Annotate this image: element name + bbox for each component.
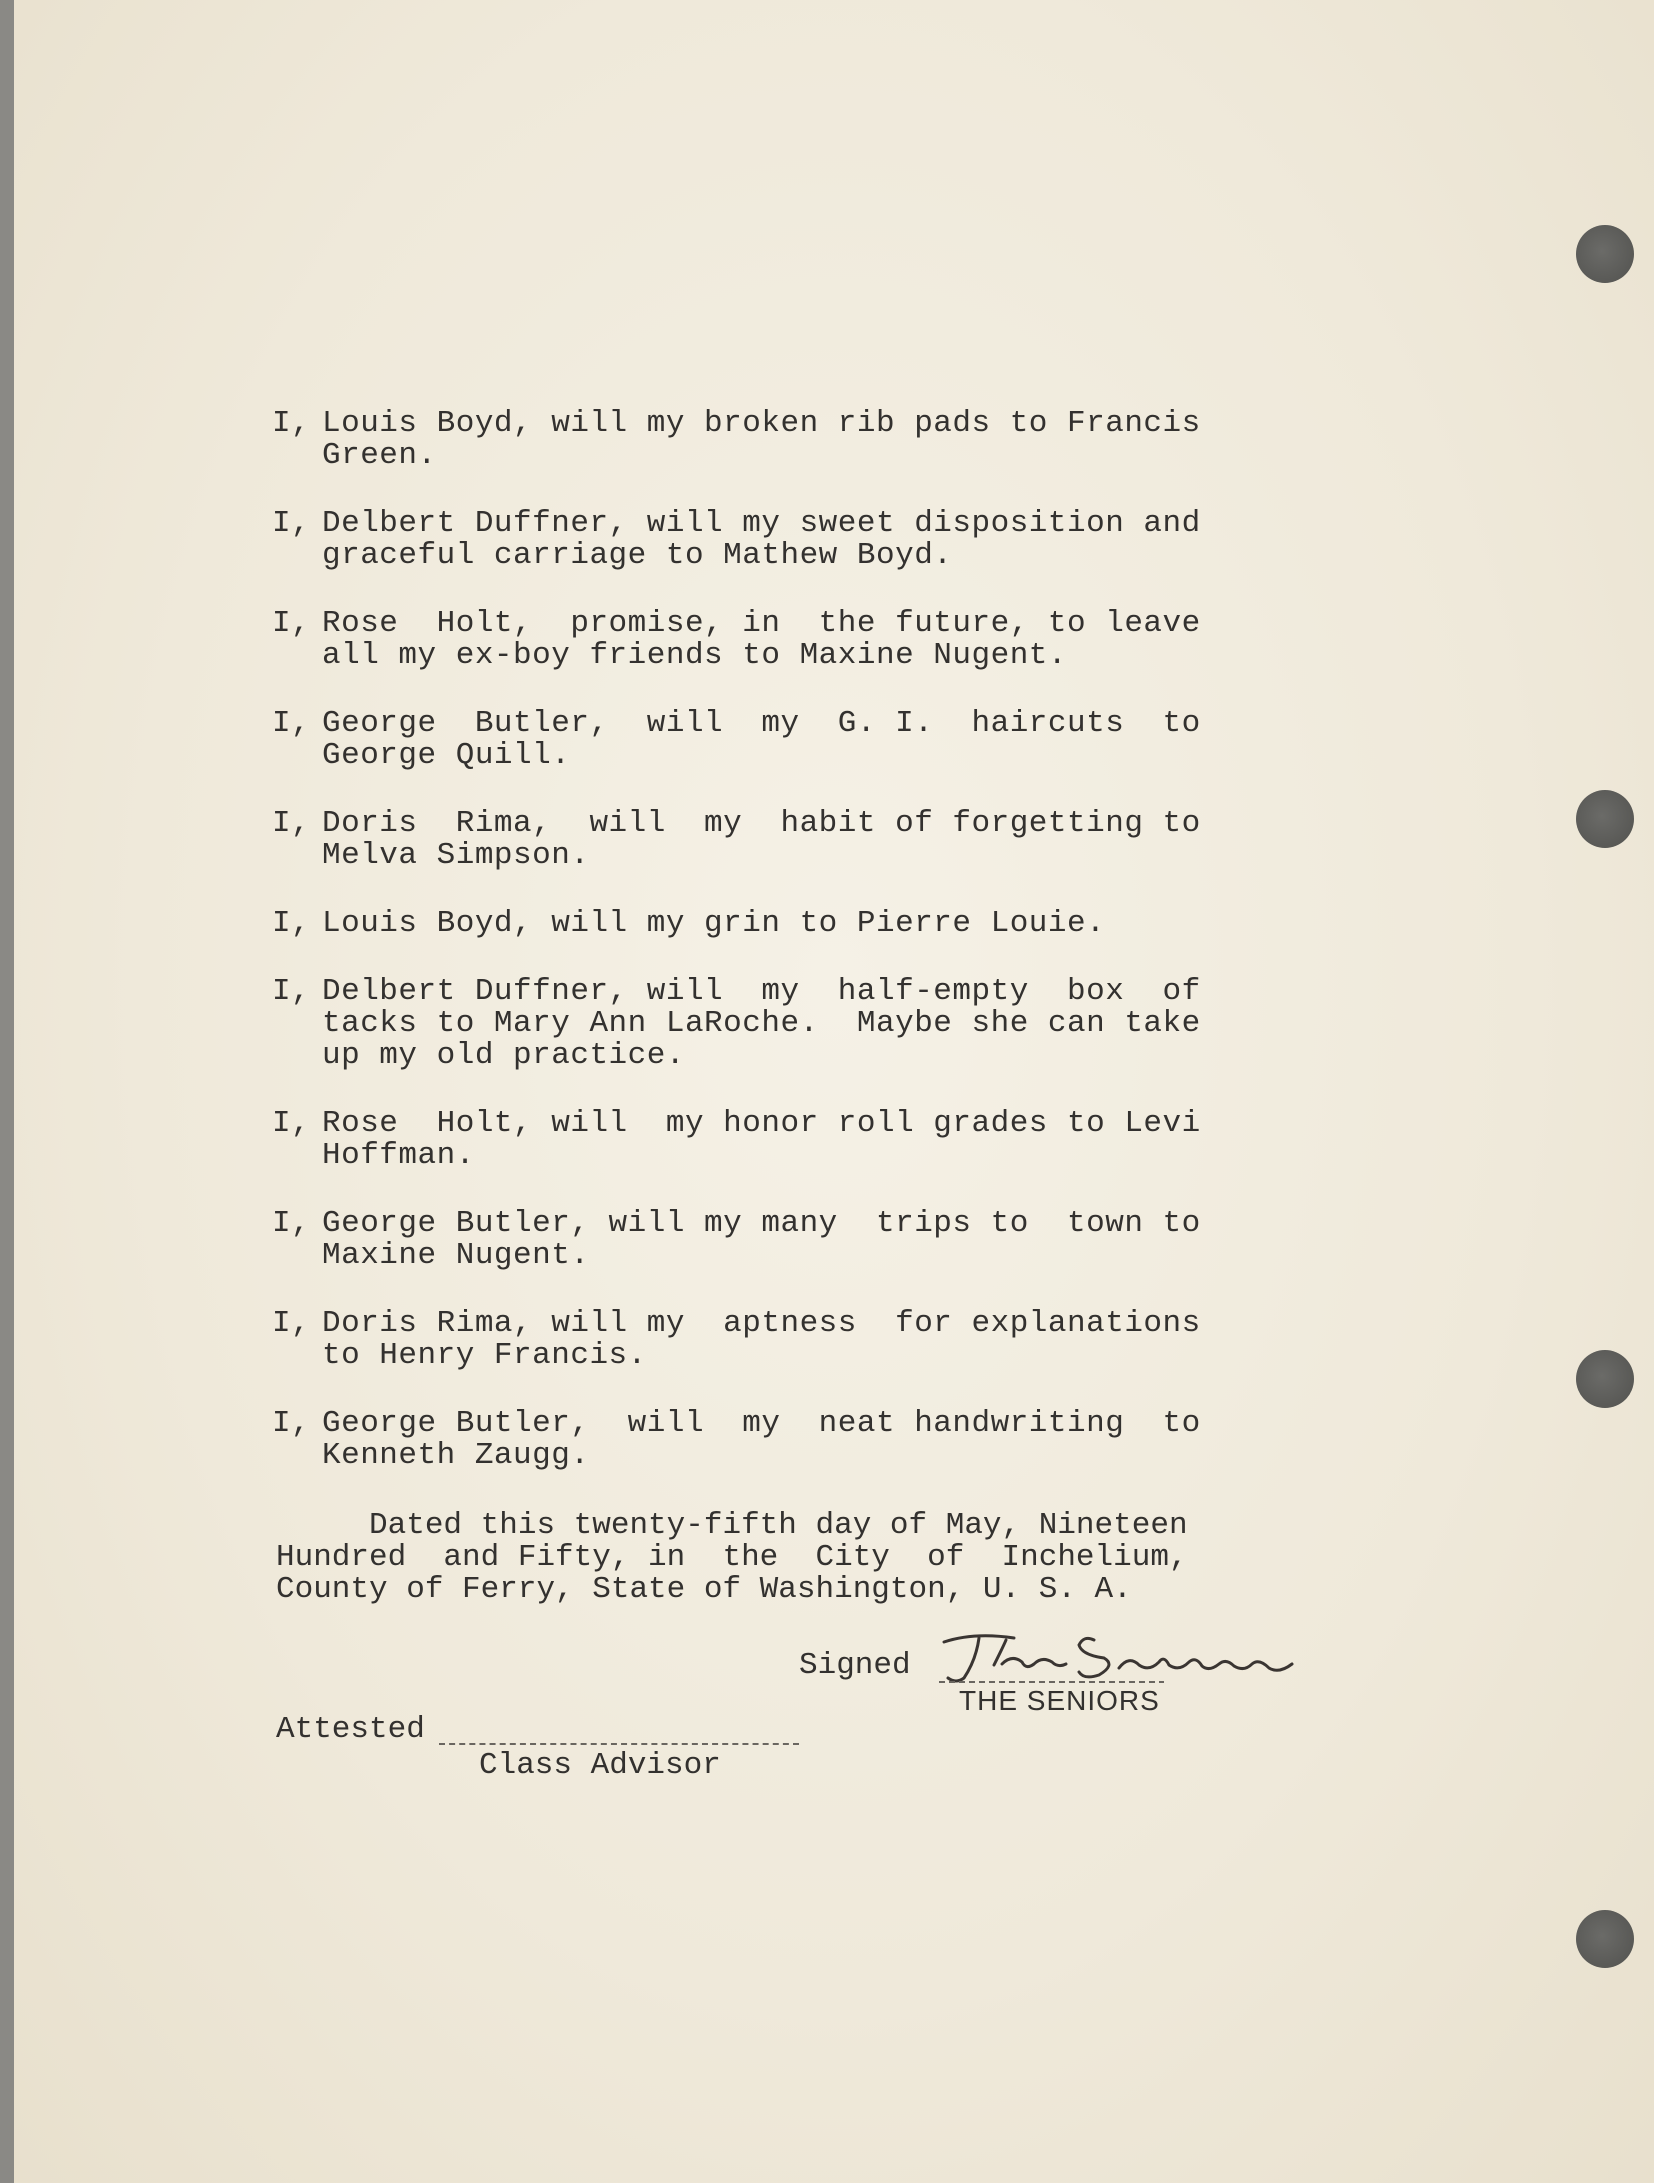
entry-lead: I, <box>272 806 311 841</box>
binder-hole <box>1576 1350 1634 1408</box>
attested-label: Attested <box>276 1712 425 1747</box>
entry-text: George Butler, will my many trips to town to Maxine Nugent. <box>322 1206 1201 1273</box>
entry-text: Doris Rima, will my habit of forgetting to Melva Simpson. <box>322 806 1201 873</box>
entry-lead: I, <box>272 1206 311 1241</box>
will-entry <box>272 808 1272 872</box>
entry-lead: I, <box>272 606 311 641</box>
entry-text: Delbert Duffner, will my half-empty box of tacks to Mary Ann LaRoche. Maybe she can take up my old practice. <box>322 974 1201 1073</box>
entry-lead: I, <box>272 406 311 441</box>
document-page <box>14 0 1654 2183</box>
dated-paragraph: Dated this twenty-fifth day of May, Nineteen Hundred and Fifty, in the City of Inchelium, County of Ferry, State of Washington, U. S. A. <box>276 1508 1188 1607</box>
entry-text: Rose Holt, promise, in the future, to leave all my ex-boy friends to Maxine Nugent. <box>322 606 1201 673</box>
entry-text: George Butler, will my neat handwriting to Kenneth Zaugg. <box>322 1406 1201 1473</box>
entry-lead: I, <box>272 506 311 541</box>
will-entry <box>272 708 1272 772</box>
entry-lead: I, <box>272 1106 311 1141</box>
signer-name: THE SENIORS <box>959 1685 1160 1716</box>
will-entry <box>272 1108 1272 1172</box>
binder-hole <box>1576 225 1634 283</box>
handwritten-signature <box>934 1620 1314 1690</box>
scan-edge <box>0 0 14 2183</box>
will-entry <box>272 608 1272 672</box>
attest-signature-line <box>439 1743 799 1745</box>
will-entry <box>272 508 1272 572</box>
entry-text: Louis Boyd, will my broken rib pads to Francis Green. <box>322 406 1201 473</box>
entry-text: Delbert Duffner, will my sweet disposition and graceful carriage to Mathew Boyd. <box>322 506 1201 573</box>
will-entry <box>272 1208 1272 1272</box>
will-entry <box>272 408 1272 472</box>
entry-lead: I, <box>272 974 311 1009</box>
entry-lead: I, <box>272 906 311 941</box>
entry-text: Rose Holt, will my honor roll grades to Levi Hoffman. <box>322 1106 1201 1173</box>
entry-text: George Butler, will my G. I. haircuts to George Quill. <box>322 706 1201 773</box>
binder-hole <box>1576 1910 1634 1968</box>
will-entry <box>272 976 1272 1072</box>
signed-label: Signed <box>799 1648 911 1683</box>
will-entry <box>272 1308 1272 1372</box>
will-entry <box>272 908 1272 940</box>
entry-lead: I, <box>272 1306 311 1341</box>
will-entry <box>272 1408 1272 1472</box>
entry-lead: I, <box>272 706 311 741</box>
binder-hole <box>1576 790 1634 848</box>
entry-text: Doris Rima, will my aptness for explanations to Henry Francis. <box>322 1306 1201 1373</box>
entry-text: Louis Boyd, will my grin to Pierre Louie. <box>322 906 1106 941</box>
will-entries <box>272 408 1272 1508</box>
attest-role: Class Advisor <box>479 1748 721 1783</box>
entry-lead: I, <box>272 1406 311 1441</box>
